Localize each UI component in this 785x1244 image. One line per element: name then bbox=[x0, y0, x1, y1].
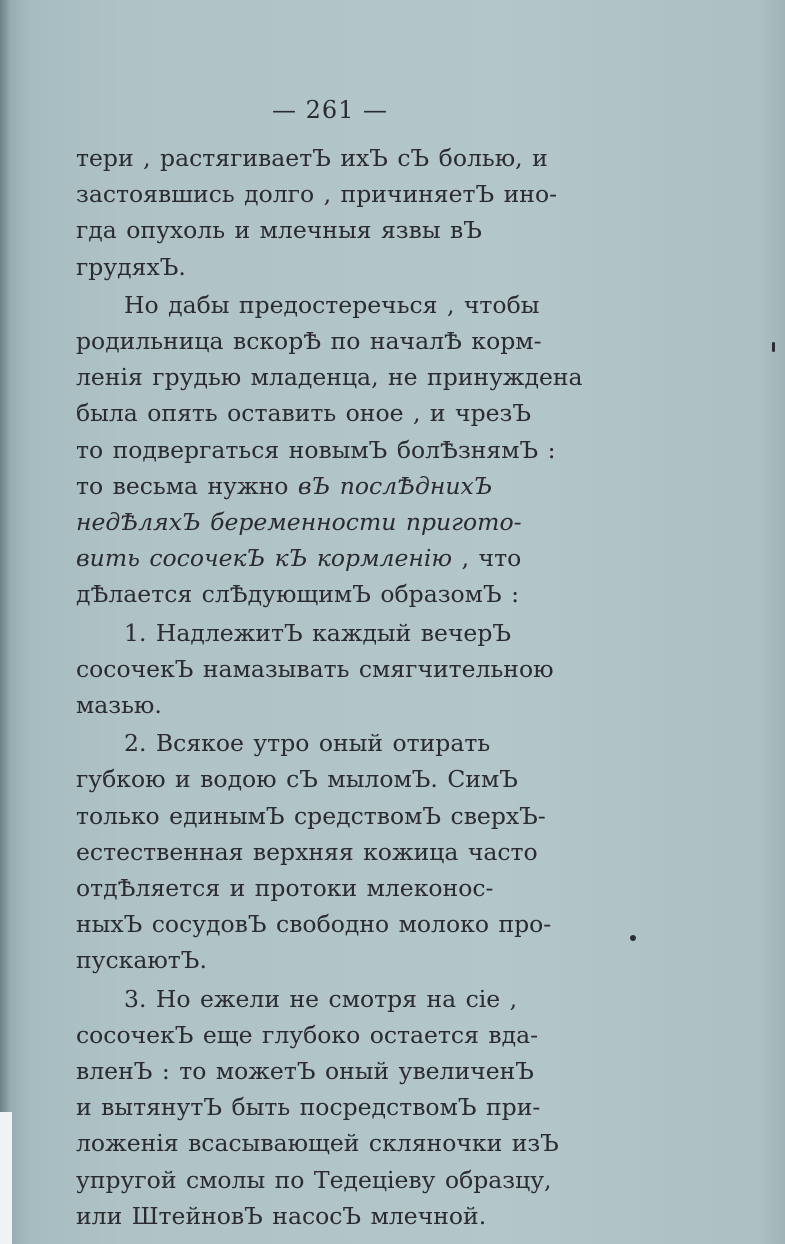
text-line: гда опухоль и млечныя язвы вЪ bbox=[76, 216, 482, 245]
text-line: естественная верхняя кожица часто bbox=[76, 837, 538, 866]
italic-emphasis: вЪ послѢднихЪ bbox=[297, 471, 493, 500]
list-item-1 bbox=[76, 615, 596, 724]
text-line: только единымЪ средствомЪ сверхЪ- bbox=[76, 801, 546, 830]
text-line: упругой смолы по Тедеціеву образцу, bbox=[76, 1165, 552, 1194]
page-edge-notch bbox=[0, 1112, 12, 1244]
text-line: 3. Но ежели не смотря на сіе , bbox=[124, 984, 518, 1013]
italic-emphasis: вить сосочекЪ кЪ кормленію bbox=[76, 544, 453, 573]
text-line: или ШтейновЪ насосЪ млечной. bbox=[76, 1201, 487, 1230]
text-segment: , что bbox=[461, 544, 522, 573]
text-line: грудяхЪ. bbox=[76, 252, 186, 281]
list-item-3 bbox=[76, 981, 596, 1234]
text-line: вленЪ : то можетЪ оный увеличенЪ bbox=[76, 1057, 534, 1086]
text-line: 1. НадлежитЪ каждый вечерЪ bbox=[124, 618, 512, 647]
text-line: губкою и водою сЪ мыломЪ. СимЪ bbox=[76, 765, 518, 794]
ink-speck bbox=[630, 935, 636, 941]
text-line: ложенія всасывающей скляночки изЪ bbox=[76, 1129, 559, 1158]
text-line: ныхЪ сосудовЪ свободно молоко про- bbox=[76, 910, 552, 939]
text-line: и вытянутЪ быть посредствомЪ при- bbox=[76, 1093, 541, 1122]
text-line: сосочекЪ намазывать смягчительною bbox=[76, 654, 554, 683]
page-number: — 261 — bbox=[271, 96, 389, 124]
text-line: застоявшись долго , причиняетЪ ино- bbox=[76, 180, 558, 209]
text-line: Но дабы предостеречься , чтобы bbox=[124, 290, 540, 319]
text-line: сосочекЪ еще глубоко остается вда- bbox=[76, 1020, 539, 1049]
body-text bbox=[76, 140, 596, 1234]
italic-emphasis: недѢляхЪ беременности пригото- bbox=[76, 508, 522, 537]
text-line-mixed bbox=[76, 468, 596, 504]
text-line: родильница вскорѢ по началѢ корм- bbox=[76, 327, 542, 356]
text-line: дѢлается слѢдующимЪ образомЪ : bbox=[76, 580, 519, 609]
text-segment: то весьма нужно bbox=[76, 471, 289, 500]
page-binding-shadow bbox=[0, 0, 10, 1244]
list-item-2 bbox=[76, 725, 596, 978]
text-line: ленія грудью младенца, не принуждена bbox=[76, 363, 583, 392]
text-line: 2. Всякое утро оный отирать bbox=[124, 729, 491, 758]
paragraph-continuation bbox=[76, 140, 596, 285]
text-line: пускаютЪ. bbox=[76, 946, 207, 975]
text-line-mixed bbox=[76, 540, 596, 576]
text-line: тери , растягиваетЪ ихЪ сЪ болью, и bbox=[76, 144, 548, 172]
paragraph-precaution bbox=[76, 287, 596, 613]
text-line: была опять оставить оное , и чрезЪ bbox=[76, 399, 532, 428]
text-line: то подвергаться новымЪ болѢзнямЪ : bbox=[76, 435, 556, 464]
text-line: отдѢляется и протоки млеконос- bbox=[76, 874, 494, 903]
text-line: мазью. bbox=[76, 691, 162, 720]
ink-speck bbox=[772, 342, 775, 352]
